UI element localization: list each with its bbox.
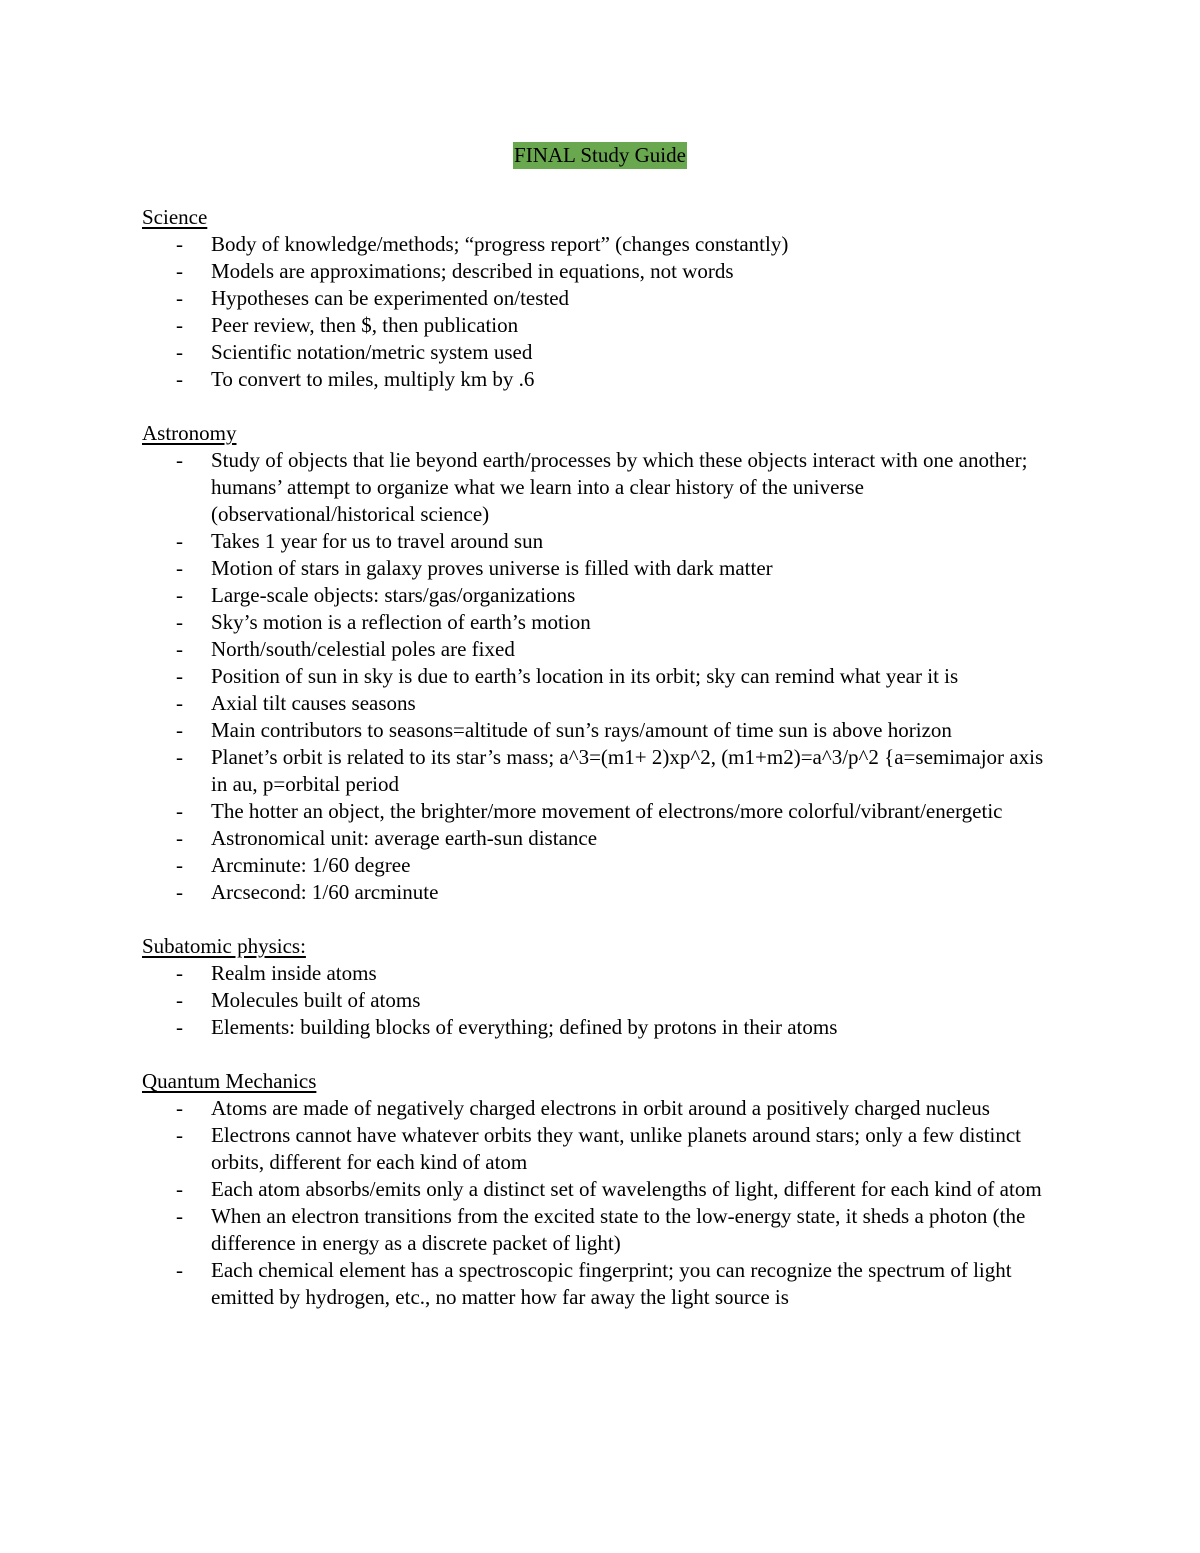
document-body: [142, 204, 1062, 1338]
dash-bullet-icon: -: [176, 988, 183, 1012]
list-item-text: Motion of stars in galaxy proves universe is filled with dark matter: [211, 556, 773, 580]
list-item-text: Elements: building blocks of everything; defined by protons in their atoms: [211, 1015, 838, 1039]
list-item: [142, 447, 1062, 528]
list-item-text: Sky’s motion is a reflection of earth’s motion: [211, 610, 591, 634]
list-item: [142, 339, 1062, 366]
bullet-list: [142, 960, 1062, 1041]
dash-bullet-icon: -: [176, 1204, 183, 1228]
list-item-text: Molecules built of atoms: [211, 988, 421, 1012]
dash-bullet-icon: -: [176, 313, 183, 337]
list-item-text: Atoms are made of negatively charged electrons in orbit around a positively charged nucleus: [211, 1096, 990, 1120]
list-item: [142, 258, 1062, 285]
list-item-text: Body of knowledge/methods; “progress report” (changes constantly): [211, 232, 789, 256]
dash-bullet-icon: -: [176, 637, 183, 661]
list-item-text: Arcminute: 1/60 degree: [211, 853, 411, 877]
list-item-text: Axial tilt causes seasons: [211, 691, 416, 715]
list-item: [142, 798, 1062, 825]
section-heading: Quantum Mechanics: [142, 1069, 317, 1093]
section-heading: Science: [142, 205, 208, 229]
dash-bullet-icon: -: [176, 529, 183, 553]
section: [142, 933, 1062, 1041]
dash-bullet-icon: -: [176, 664, 183, 688]
dash-bullet-icon: -: [176, 286, 183, 310]
dash-bullet-icon: -: [176, 853, 183, 877]
dash-bullet-icon: -: [176, 826, 183, 850]
dash-bullet-icon: -: [176, 556, 183, 580]
list-item-text: Arcsecond: 1/60 arcminute: [211, 880, 439, 904]
list-item: [142, 1122, 1062, 1176]
list-item: [142, 690, 1062, 717]
section-heading: Astronomy: [142, 421, 237, 445]
list-item: [142, 285, 1062, 312]
dash-bullet-icon: -: [176, 610, 183, 634]
list-item: [142, 582, 1062, 609]
list-item: [142, 528, 1062, 555]
list-item: [142, 555, 1062, 582]
list-item-text: To convert to miles, multiply km by .6: [211, 367, 535, 391]
list-item: [142, 1176, 1062, 1203]
dash-bullet-icon: -: [176, 367, 183, 391]
bullet-list: [142, 231, 1062, 393]
page-title: FINAL Study Guide: [514, 143, 686, 167]
dash-bullet-icon: -: [176, 1177, 183, 1201]
list-item-text: Peer review, then $, then publication: [211, 313, 519, 337]
list-item: [142, 825, 1062, 852]
dash-bullet-icon: -: [176, 232, 183, 256]
list-item-text: Electrons cannot have whatever orbits they want, unlike planets around stars; only a few distinct orbits, different for each kind of atom: [211, 1123, 1022, 1174]
list-item: [142, 663, 1062, 690]
dash-bullet-icon: -: [176, 691, 183, 715]
list-item-text: Study of objects that lie beyond earth/processes by which these objects interact with one another; humans’ attempt to organize what we learn into a clear history of the universe (observational/historical science): [211, 448, 1028, 526]
list-item: [142, 231, 1062, 258]
section: [142, 420, 1062, 906]
section: [142, 1068, 1062, 1311]
dash-bullet-icon: -: [176, 1096, 183, 1120]
list-item-text: Astronomical unit: average earth-sun distance: [211, 826, 598, 850]
list-item: [142, 1203, 1062, 1257]
list-item: [142, 366, 1062, 393]
list-item: [142, 1257, 1062, 1311]
dash-bullet-icon: -: [176, 1015, 183, 1039]
list-item-text: Models are approximations; described in equations, not words: [211, 259, 734, 283]
list-item-text: Planet’s orbit is related to its star’s mass; a^3=(m1+ 2)xp^2, (m1+m2)=a^3/p^2 {a=semimajor axis in au, p=orbital period: [211, 745, 1044, 796]
list-item: [142, 744, 1062, 798]
list-item: [142, 1014, 1062, 1041]
list-item: [142, 879, 1062, 906]
dash-bullet-icon: -: [176, 1258, 183, 1282]
dash-bullet-icon: -: [176, 259, 183, 283]
list-item-text: Main contributors to seasons=altitude of sun’s rays/amount of time sun is above horizon: [211, 718, 952, 742]
dash-bullet-icon: -: [176, 745, 183, 769]
list-item-text: North/south/celestial poles are fixed: [211, 637, 515, 661]
list-item-text: Takes 1 year for us to travel around sun: [211, 529, 544, 553]
bullet-list: [142, 447, 1062, 906]
dash-bullet-icon: -: [176, 340, 183, 364]
list-item-text: Large-scale objects: stars/gas/organizations: [211, 583, 576, 607]
dash-bullet-icon: -: [176, 799, 183, 823]
dash-bullet-icon: -: [176, 448, 183, 472]
list-item-text: Hypotheses can be experimented on/tested: [211, 286, 570, 310]
dash-bullet-icon: -: [176, 718, 183, 742]
title-wrapper: [0, 142, 1200, 169]
list-item: [142, 717, 1062, 744]
dash-bullet-icon: -: [176, 880, 183, 904]
list-item-text: Each atom absorbs/emits only a distinct set of wavelengths of light, different for each kind of atom: [211, 1177, 1042, 1201]
list-item-text: Each chemical element has a spectroscopic fingerprint; you can recognize the spectrum of light emitted by hydrogen, etc., no matter how far away the light source is: [211, 1258, 1012, 1309]
list-item: [142, 609, 1062, 636]
list-item: [142, 1095, 1062, 1122]
list-item: [142, 636, 1062, 663]
list-item: [142, 960, 1062, 987]
list-item-text: When an electron transitions from the excited state to the low-energy state, it sheds a photon (the difference in energy as a discrete packet of light): [211, 1204, 1026, 1255]
list-item-text: Position of sun in sky is due to earth’s location in its orbit; sky can remind what year it is: [211, 664, 959, 688]
bullet-list: [142, 1095, 1062, 1311]
list-item: [142, 852, 1062, 879]
section-heading: Subatomic physics:: [142, 934, 306, 958]
list-item-text: Realm inside atoms: [211, 961, 377, 985]
list-item-text: The hotter an object, the brighter/more movement of electrons/more colorful/vibrant/energetic: [211, 799, 1003, 823]
list-item: [142, 312, 1062, 339]
dash-bullet-icon: -: [176, 583, 183, 607]
list-item: [142, 987, 1062, 1014]
dash-bullet-icon: -: [176, 961, 183, 985]
section: [142, 204, 1062, 393]
list-item-text: Scientific notation/metric system used: [211, 340, 533, 364]
dash-bullet-icon: -: [176, 1123, 183, 1147]
